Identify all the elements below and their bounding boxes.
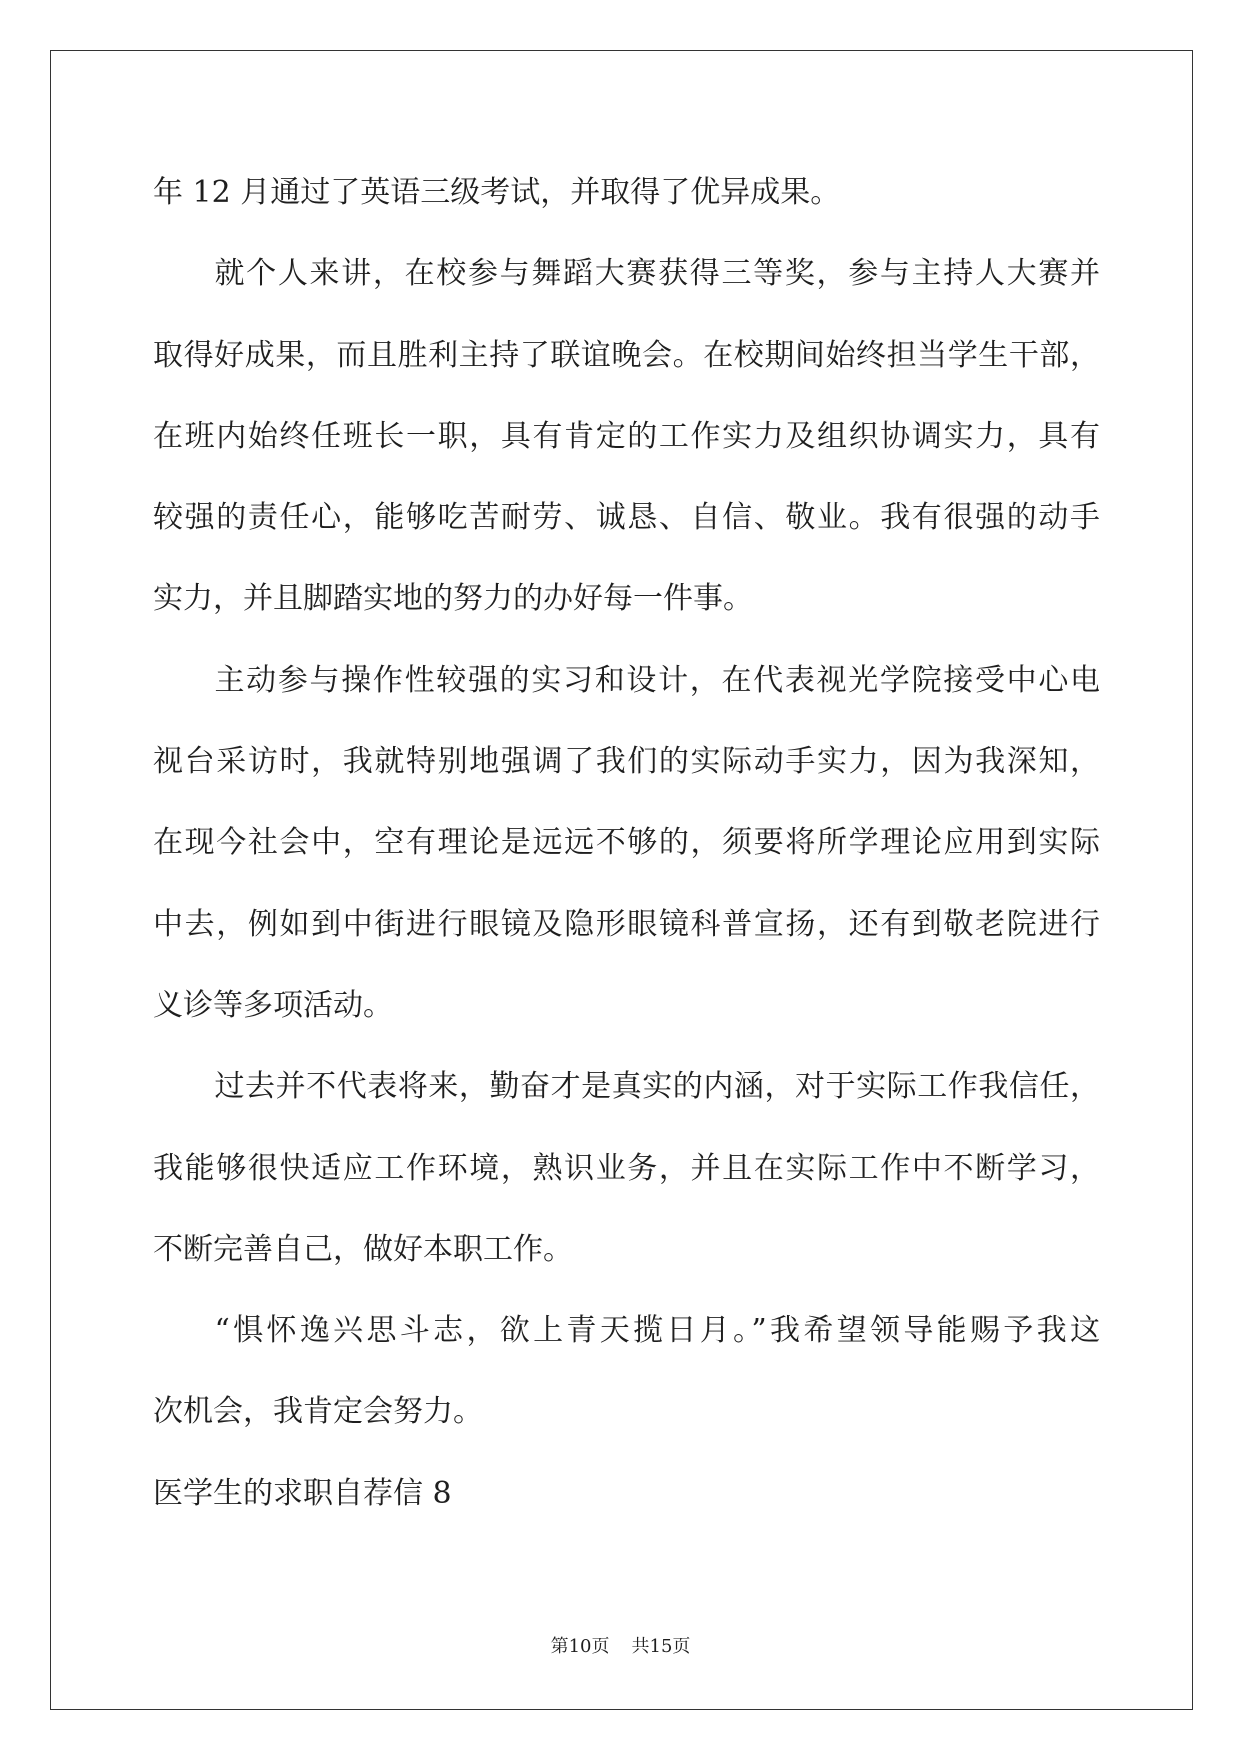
text-line: 我能够很快适应工作环境，熟识业务，并且在实际工作中不断学习，: [153, 1150, 1100, 1186]
document-body: [153, 152, 1100, 1534]
text-line: 过去并不代表将来，勤奋才是真实的内涵，对于实际工作我信任，: [214, 1069, 1100, 1105]
section-heading: 医学生的求职自荐信 8: [153, 1475, 452, 1511]
text-line: 就个人来讲，在校参与舞蹈大赛获得三等奖，参与主持人大赛并: [214, 256, 1100, 292]
text-line: 实力，并且脚踏实地的努力的办好每一件事。: [153, 581, 753, 617]
text-line: 取得好成果，而且胜利主持了联谊晚会。在校期间始终担当学生干部，: [153, 337, 1100, 373]
text-line: 不断完善自己，做好本职工作。: [153, 1231, 573, 1267]
paragraph-continuation: [153, 152, 1100, 233]
text-line: 视台采访时，我就特别地强调了我们的实际动手实力，因为我深知，: [153, 744, 1100, 780]
text-line: “惧怀逸兴思斗志，欲上青天揽日月。”我希望领导能赐予我这: [214, 1313, 1100, 1349]
text-line: 义诊等多项活动。: [153, 987, 393, 1023]
current-page-label: 第10页: [550, 1636, 610, 1657]
paragraph-future: [153, 1046, 1100, 1290]
text-line: 次机会，我肯定会努力。: [153, 1394, 483, 1430]
text-line: 主动参与操作性较强的实习和设计，在代表视光学院接受中心电: [214, 662, 1100, 698]
total-pages-label: 共15页: [631, 1636, 691, 1657]
text-line: 较强的责任心，能够吃苦耐劳、诚恳、自信、敬业。我有很强的动手: [153, 500, 1100, 536]
paragraph-closing: [153, 1290, 1100, 1453]
text-line: 年 12 月通过了英语三级考试，并取得了优异成果。: [153, 175, 841, 210]
paragraph-personal: [153, 233, 1100, 639]
text-line: 在班内始终任班长一职，具有肯定的工作实力及组织协调实力，具有: [153, 418, 1100, 454]
text-line: 在现今社会中，空有理论是远远不够的，须要将所学理论应用到实际: [153, 825, 1100, 861]
paragraph-practice: [153, 640, 1100, 1046]
text-line: 中去，例如到中街进行眼镜及隐形眼镜科普宣扬，还有到敬老院进行: [153, 906, 1100, 942]
page-footer: [0, 1634, 1241, 1660]
